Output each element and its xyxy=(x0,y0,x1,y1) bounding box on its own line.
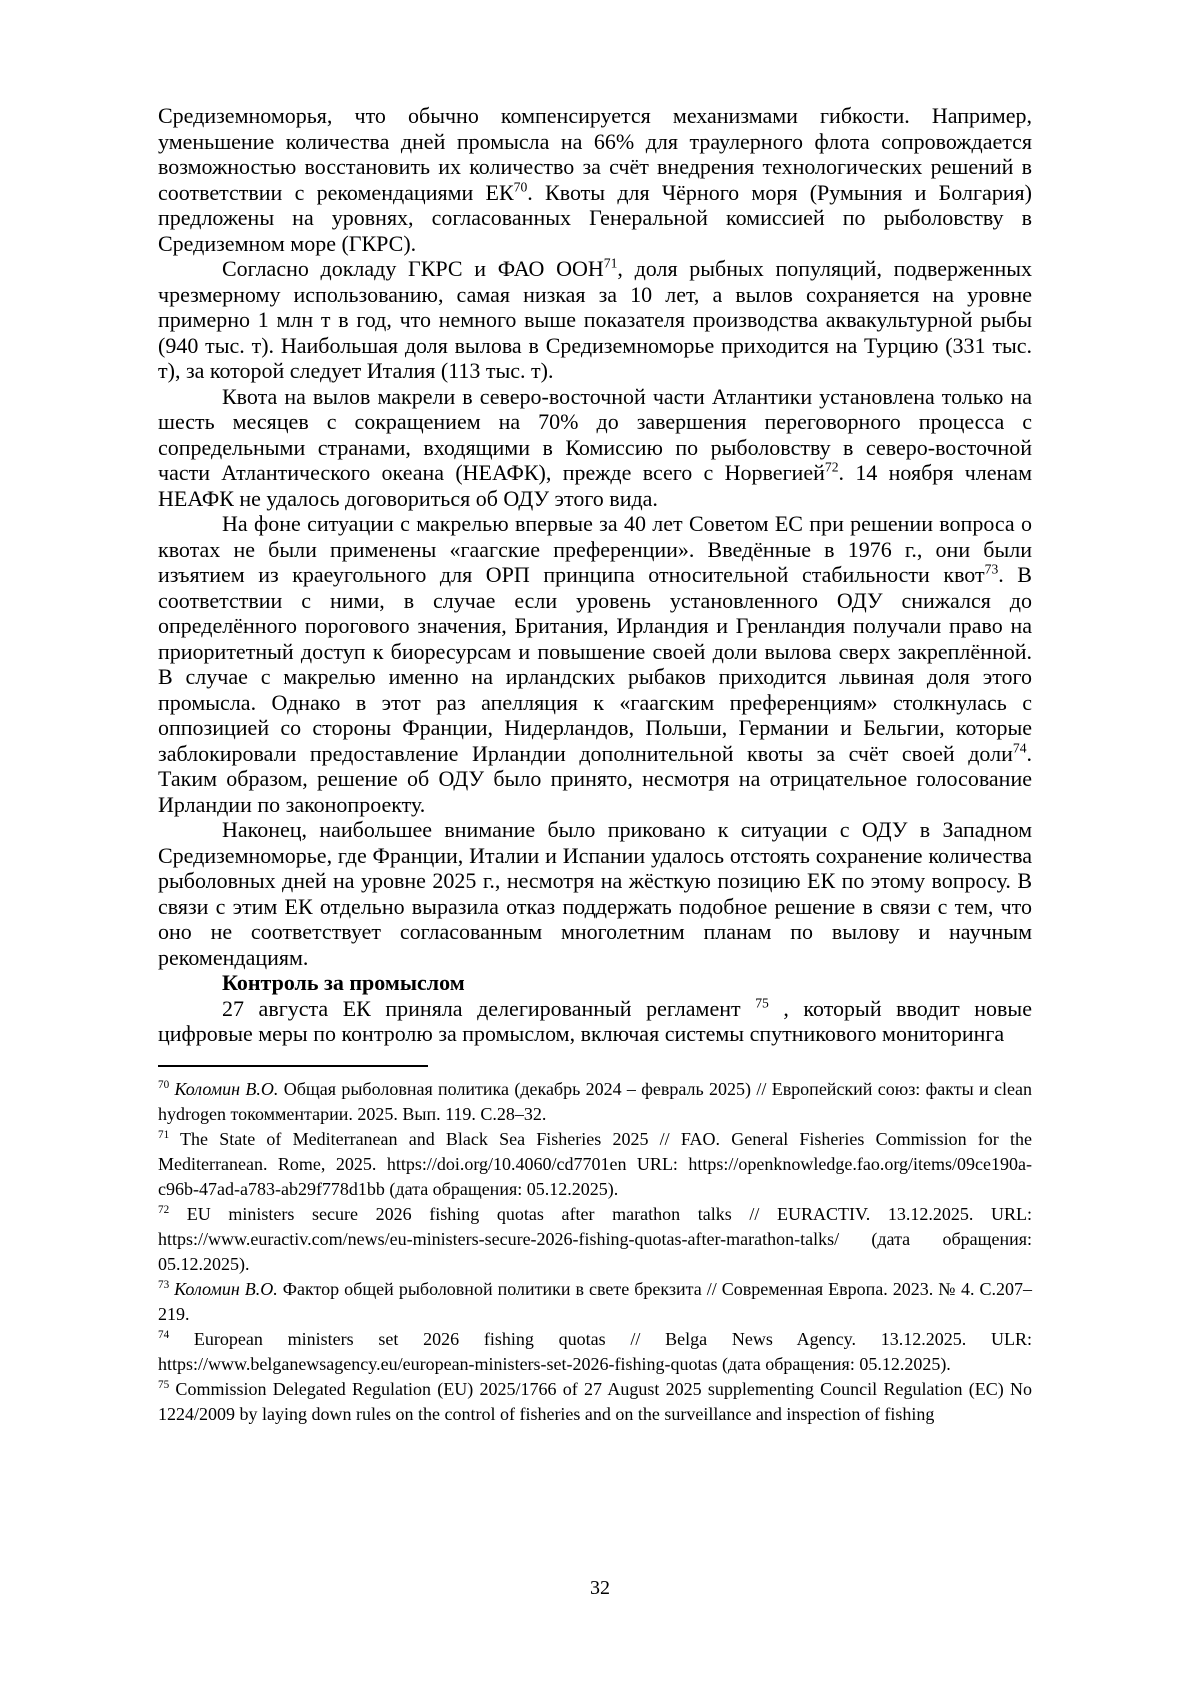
paragraph-text: Квота на вылов макрели в северо-восточной части Атлантики установлена только на шесть месяцев с сокращением на 70% до завершения переговорного процесса с сопредельными странами, входящими в Комиссию по рыболовству в северо-восточной части Атлантического океана (НЕАФК), прежде всего с Норвегией xyxy=(158,383,1032,485)
paragraph-text: Средиземноморья, что обычно компенсируется механизмами гибкости. Например, уменьшение количества дней промысла на 66% для траулерного флота сопровождается возможностью восстановить их количество за счёт внедрения технологических решений в соответствии с рекомендациями ЕК xyxy=(158,103,1032,205)
footnotes-section xyxy=(158,1077,1032,1427)
footnote xyxy=(158,1377,1032,1427)
footnote xyxy=(158,1077,1032,1127)
paragraph-text: , доля рыбных популяций, подверженных чрезмерному использованию, самая низкая за 10 лет, а вылов сохраняется на уровне примерно 1 млн т в год, что немного выше показателя производства аквакультурной рыбы (940 тыс. т). Наибольшая доля вылова в Средиземноморье приходится на Турцию (331 тыс. т), за которой следует Италия (113 тыс. т). xyxy=(158,256,1032,383)
footnote-marker-72: 72 xyxy=(158,1203,170,1216)
paragraph xyxy=(158,817,1032,970)
paragraph xyxy=(158,256,1032,384)
footnote-ref-72: 72 xyxy=(824,459,839,475)
footnote-text: The State of Mediterranean and Black Sea Fisheries 2025 // FAO. General Fisheries Commission for the Mediterranean. Rome, 2025. https://doi.org/10.4060/cd7701en URL: https://openknowledge.fao.org/items/09ce190a-c96b-47ad-a783-ab29f778d1bb (дата обращения: 05.12.2025). xyxy=(158,1128,1032,1199)
footnote xyxy=(158,1127,1032,1202)
paragraph-text: . В соответствии с ними, в случае если уровень установленного ОДУ снижался до определённого порогового значения, Британия, Ирландия и Гренландия получали право на приоритетный доступ к биоресурсам и повышение своей доли вылова сверх закреплённой. В случае с макрелью именно на ирландских рыбаков приходится львиная доля этого промысла. Однако в этот раз апелляция к «гаагским преференциям» столкнулась с оппозицией со стороны Франции, Нидерландов, Польши, Германии и Бельгии, которые заблокировали предоставление Ирландии дополнительной квоты за счёт своей доли xyxy=(158,562,1032,766)
paragraph-text: На фоне ситуации с макрелью впервые за 40 лет Советом ЕС при решении вопроса о квотах не были применены «гаагские преференции». Введённые в 1976 г., они были изъятием из краеугольного для ОРП принципа относительной стабильности квот xyxy=(158,511,1032,587)
footnote-text: EU ministers secure 2026 fishing quotas after marathon talks // EURACTIV. 13.12.2025. URL: https://www.euractiv.com/news/eu-ministers-secure-2026-fishing-quotas-after-marathon-talks/ (дата обращения: 05.12.2025). xyxy=(158,1203,1032,1274)
footnote-ref-71: 71 xyxy=(603,255,618,271)
footnote xyxy=(158,1202,1032,1277)
paragraph xyxy=(158,103,1032,256)
paragraph-text: 27 августа ЕК приняла делегированный регламент xyxy=(222,995,756,1021)
paragraph-text: . Квоты для Чёрного моря (Румыния и Болгария) предложены на уровнях, согласованных Генеральной комиссией по рыболовству в Средиземном море (ГКРС). xyxy=(158,179,1032,256)
footnote-marker-70: 70 xyxy=(158,1078,170,1091)
section-heading xyxy=(158,970,1032,996)
footnote-text: Общая рыболовная политика (декабрь 2024 – февраль 2025) // Европейский союз: факты и clean hydrogen токомментарии. 2025. Вып. 119. С.28–32. xyxy=(158,1078,1032,1124)
footnote xyxy=(158,1277,1032,1327)
paragraph xyxy=(158,511,1032,817)
paragraph xyxy=(158,996,1032,1047)
footnote-marker-74: 74 xyxy=(158,1328,170,1341)
footnote-text: Commission Delegated Regulation (EU) 2025/1766 of 27 August 2025 supplementing Council Regulation (EC) No 1224/2009 by laying down rules on the control of fisheries and on the surveillance and inspection of fishing xyxy=(158,1378,1032,1424)
heading-text: Контроль за промыслом xyxy=(222,970,465,995)
paragraph xyxy=(158,384,1032,512)
footnote-ref-75: 75 xyxy=(755,995,769,1011)
footnote xyxy=(158,1327,1032,1377)
footnote-marker-75: 75 xyxy=(158,1378,170,1391)
page-number: 32 xyxy=(590,1577,610,1599)
footnote-marker-71: 71 xyxy=(158,1128,170,1141)
footnote-marker-73: 73 xyxy=(158,1278,170,1291)
paragraph-text: . 14 ноября членам НЕАФК не удалось договориться об ОДУ этого вида. xyxy=(158,460,1032,511)
paragraph-text: , который вводит новые цифровые меры по контролю за промыслом, включая системы спутникового мониторинга xyxy=(158,995,1032,1046)
paragraph-text: . Таким образом, решение об ОДУ было принято, несмотря на отрицательное голосование Ирландии по законопроекту. xyxy=(158,740,1032,817)
footnote-author: Коломин В.О. xyxy=(169,1278,278,1299)
footnote-text: Фактор общей рыболовной политики в свете брекзита // Современная Европа. 2023. № 4. С.207–219. xyxy=(158,1278,1032,1324)
footnote-ref-70: 70 xyxy=(513,179,528,195)
footnote-author: Коломин В.О. xyxy=(169,1078,279,1099)
footnote-ref-73: 73 xyxy=(984,561,999,577)
paragraph-text: Наконец, наибольшее внимание было приковано к ситуации с ОДУ в Западном Средиземноморье, где Франции, Италии и Испании удалось отстоять сохранение количества рыболовных дней на уровне 2025 г., несмотря на жёсткую позицию ЕК по этому вопросу. В связи с этим ЕК отдельно выразила отказ поддержать подобное решение в связи с тем, что оно не соответствует согласованным многолетним планам по вылову и научным рекомендациям. xyxy=(158,817,1032,970)
page-content xyxy=(158,103,1032,1427)
paragraph-text: Согласно докладу ГКРС и ФАО ООН xyxy=(222,256,604,281)
footnote-ref-74: 74 xyxy=(1012,740,1027,756)
footnote-separator xyxy=(158,1065,428,1067)
footnote-text: European ministers set 2026 fishing quotas // Belga News Agency. 13.12.2025. ULR: https://www.belganewsagency.eu/european-ministers-set-2026-fishing-quotas (дата обращения: 05.12.2025). xyxy=(158,1328,1032,1374)
